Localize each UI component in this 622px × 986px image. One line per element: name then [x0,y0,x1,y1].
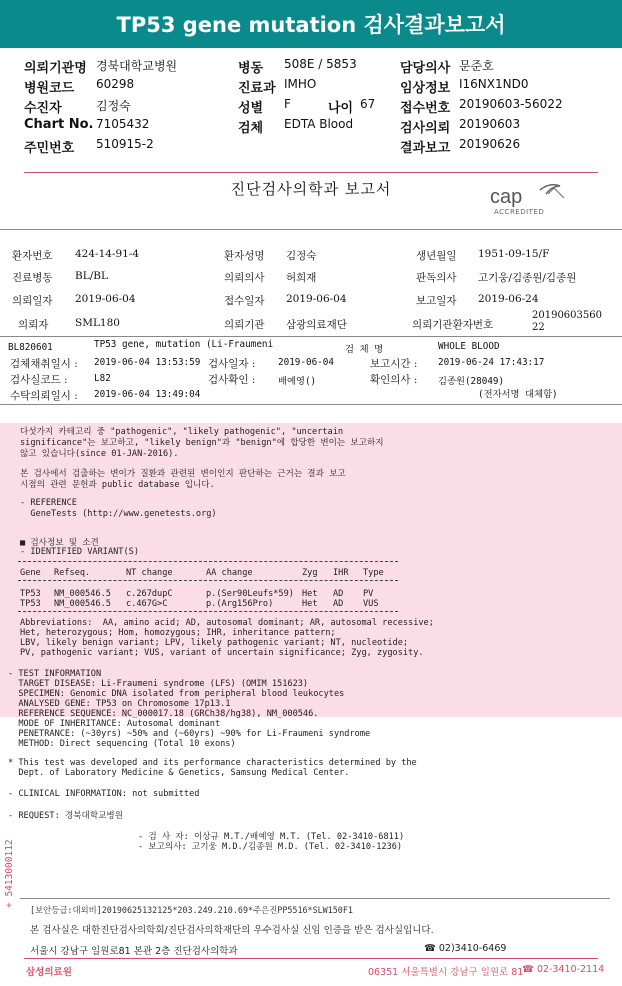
column-header: Zyg [302,568,318,578]
body-line: 다섯가지 카테고리 중 "pathogenic", "likely pathogenic", "uncertain [20,427,344,437]
specimen-name-value: WHOLE BLOOD [438,341,500,352]
request-date-value: 20190603 [459,117,521,131]
table-cell: AD [333,599,344,609]
abbrev-line: PV, pathogenic variant; VUS, variant of uncertain significance; Zyg, zygosity. [20,648,424,658]
clinical-info-value: I16NX1ND0 [459,77,529,91]
received-time-label: 수탁의뢰일시 : [10,390,78,402]
lab-address: 서울시 강남구 일원로81 본관 2층 진단검사의학과 [30,946,238,957]
birth-label: 생년월일 [416,250,457,262]
divider [20,898,610,899]
report-time-label: 보고시간 : [370,358,418,370]
section-heading: ■ 검사정보 및 소견 [20,538,99,548]
requester-label: 의뢰자 [18,319,49,331]
table-cell: c.267dupC [126,589,173,599]
specimen-label: 검체 [238,121,264,136]
body-line: 본 검사에서 검출하는 변이가 질환과 관련된 변이인지 판단하는 근거는 결과 보고 [20,469,346,479]
test-name: TP53 gene, mutation (Li-Fraumeni [94,339,274,350]
receipt-date-label: 접수일자 [224,295,265,307]
table-rule [18,580,398,581]
table-cell: Het [302,589,318,599]
test-info-line: MODE OF INHERITANCE: Autosomal dominant [8,719,221,729]
sex-value: F [284,97,291,111]
ordering-doctor-label: 의뢰의사 [224,272,265,284]
footer-address: 06351 서울특별시 강남구 일원로 81 [368,967,524,978]
column-header: Type [363,568,384,578]
institution-patient-no-label: 의뢰기관환자번호 [412,319,494,331]
body-line: 않고 있습니다(since 01-JAN-2016). [20,449,179,459]
confirm-doctor-label: 확인의사 : [370,374,418,386]
table-cell: TP53 [20,589,41,599]
specimen-value: EDTA Blood [284,117,354,131]
verifier-value: 배예영() [278,376,317,387]
table-rule [18,561,398,562]
birth-value: 1951-09-15/F [478,248,550,260]
patient-name-label: 환자성명 [224,250,265,262]
doctor-label: 담당의사 [400,61,451,76]
chart-no-value: 7105432 [96,117,150,131]
confirm-doctor-value: 김종원(28049) [438,376,505,387]
lab-phone [424,943,506,954]
column-header: Gene [20,568,41,578]
sex-label: 성별 [238,101,264,116]
security-line: [보안등급:대외비]20190625132125*203.249.210.69*주은진PP5516*SLW150F1 [30,905,353,915]
side-barcode-number: + 5413000112 [4,839,15,908]
table-cell: PV [363,589,374,599]
collect-time-value: 2019-06-04 13:53:59 [94,357,201,368]
report-date-label: 보고일자 [416,295,457,307]
reading-doctor-label: 판독의사 [416,272,457,284]
divider [0,336,622,337]
disclaimer-line: * This test was developed and its performance characteristics determined by the [8,758,417,768]
order-date-label: 의뢰일자 [12,295,53,307]
resident-no-value: 510915-2 [96,137,154,151]
clinical-info-line: - CLINICAL INFORMATION: not submitted [8,789,200,799]
lab-code-value: L82 [94,373,111,384]
lab-phone-value: 02)3410-6469 [438,943,507,954]
ward-label: 진료병동 [12,272,53,284]
test-info-line: TARGET DISEASE: Li-Fraumeni syndrome (LFS) (OMIM 151623) [8,679,309,689]
order-date-value: 2019-06-04 [75,293,136,305]
resident-no-label: 주민번호 [24,141,75,156]
table-cell: c.467G>C [126,599,168,609]
reading-doctor-value: 고기웅/김종원/김종원 [478,272,577,284]
report-date-label: 결과보고 [400,141,451,156]
institution-label: 의뢰기관 [224,319,265,331]
body-line: significance"는 보고하고, "likely benign"과 "benign"에 합당한 변이는 보고하지 [20,438,384,448]
cap-logo-sub: ACCREDITED [494,208,545,216]
footer [0,958,622,982]
age-label: 나이 [328,101,354,116]
reference-line: GeneTests (http://www.genetests.org) [20,509,217,519]
report-heading: 진단검사의학과 보고서 [230,180,392,198]
footer-brand: 삼성의료원 [26,967,72,978]
clinical-info-label: 임상정보 [400,81,451,96]
institution-value: 삼광의료재단 [286,319,347,331]
request-date-label: 검사의뢰 [400,121,451,136]
accession-value: 20190603-56022 [459,97,563,111]
hospital-name-value: 경북대학교병원 [96,59,178,73]
specimen-name-label: 검 체 명 [345,344,384,355]
test-info-line: REFERENCE SEQUENCE: NC_000017.18 (GRCh38/hg38), NM_000546. [8,709,319,719]
table-cell: p.(Ser90Leufs*59) [206,589,294,599]
test-info-heading: - TEST INFORMATION [8,669,102,679]
column-header: AA change [206,568,253,578]
abbrev-line: LBV, likely benign variant; LPV, likely pathogenic variant; NT, nucleotide; [20,638,409,648]
test-info-line: METHOD: Direct sequencing (Total 10 exons) [8,739,236,749]
esign-note: (전자서명 대체함) [478,389,558,400]
footer-phone [522,964,604,975]
signer-line: - 보고의사: 고기웅 M.D./김종원 M.D. (Tel. 02-3410-1236) [138,842,403,852]
patient-value: 김정숙 [96,99,131,113]
ward-value: 508E / 5853 [284,57,357,71]
report-title: TP53 gene mutation 검사결과보고서 [0,0,622,48]
hospital-name-label: 의뢰기관명 [24,61,87,76]
table-cell: AD [333,589,344,599]
divider [24,172,598,173]
table-rule [18,611,398,612]
patient-no-label: 환자번호 [12,250,53,262]
test-info-line: PENETRANCE: (~30yrs) ~50% and (~60yrs) ~90% for Li-Fraumeni syndrome [8,729,371,739]
column-header: IHR [333,568,349,578]
phone-icon: ☎ [424,943,439,954]
request-line: - REQUEST: 경북대학교병원 [8,811,124,821]
table-cell: NM_000546.5 [54,589,111,599]
age-value: 67 [360,97,376,111]
divider [24,958,598,959]
abbrev-line: Abbreviations: AA, amino acid; AD, autosomal dominant; AR, autosomal recessive; [20,618,434,628]
accession-label: 접수번호 [400,101,451,116]
table-cell: p.(Arg156Pro) [206,599,274,609]
reference-heading: - REFERENCE [20,498,77,508]
ward-label: 병동 [238,61,264,76]
ordering-doctor-value: 허희재 [286,272,317,284]
test-code: BL820601 [8,342,53,353]
department-value: IMHO [284,77,317,91]
report-date-value: 2019-06-24 [478,293,539,305]
verifier-label: 검사확인 : [208,374,256,386]
requester-value: SML180 [75,317,120,329]
test-info-line: ANALYSED GENE: TP53 on Chromosome 17p13.1 [8,699,231,709]
department-label: 진료과 [238,81,276,96]
table-cell: NM_000546.5 [54,599,111,609]
table-cell: TP53 [20,599,41,609]
test-date-value: 2019-06-04 [278,357,334,368]
column-header: NT change [126,568,173,578]
test-info-line: SPECIMEN: Genomic DNA isolated from peripheral blood leukocytes [8,689,345,699]
table-cell: VUS [363,599,379,609]
ward-value: BL/BL [75,270,108,282]
doctor-value: 문준호 [459,59,494,73]
divider [0,404,622,405]
signer-line: - 검 사 자: 이상규 M.T./배예영 M.T. (Tel. 02-3410-6811) [138,832,405,842]
institution-patient-no-value: 20190603560 22 [532,310,602,333]
phone-icon: ☎ [522,964,537,975]
abbrev-line: Het, heterozygous; Hom, homozygous; IHR, inheritance pattern; [20,628,336,638]
report-time-value: 2019-06-24 17:43:17 [438,357,545,368]
variant-heading: - IDENTIFIED VARIANT(S) [20,547,139,557]
table-cell: Het [302,599,318,609]
certification-line: 본 검사실은 대한진단검사의학회/진단검사의학재단의 우수검사실 신임 인증을 받은 검사실입니다. [30,925,434,936]
cap-logo [488,180,574,220]
test-date-label: 검사일자 : [208,358,256,370]
patient-name-value: 김정숙 [286,250,317,262]
receipt-date-value: 2019-06-04 [286,293,347,305]
disclaimer-line: Dept. of Laboratory Medicine & Genetics, Samsung Medical Center. [8,768,350,778]
patient-no-value: 424-14-91-4 [75,248,140,260]
column-header: Refseq. [54,568,91,578]
hospital-code-label: 병원코드 [24,81,75,96]
collect-time-label: 검체채취일시 : [10,358,78,370]
divider [0,229,622,230]
lab-code-label: 검사실코드 : [10,374,68,386]
cap-logo-word: cap [490,186,523,208]
report-date-value: 20190626 [459,137,521,151]
body-line: 시점의 관련 문헌과 public database 입니다. [20,480,215,490]
patient-label: 수진자 [24,101,62,116]
hospital-code-value: 60298 [96,77,135,91]
footer-phone-value: 02-3410-2114 [536,964,605,975]
chart-no-label: Chart No. [24,117,94,132]
received-time-value: 2019-06-04 13:49:04 [94,389,201,400]
